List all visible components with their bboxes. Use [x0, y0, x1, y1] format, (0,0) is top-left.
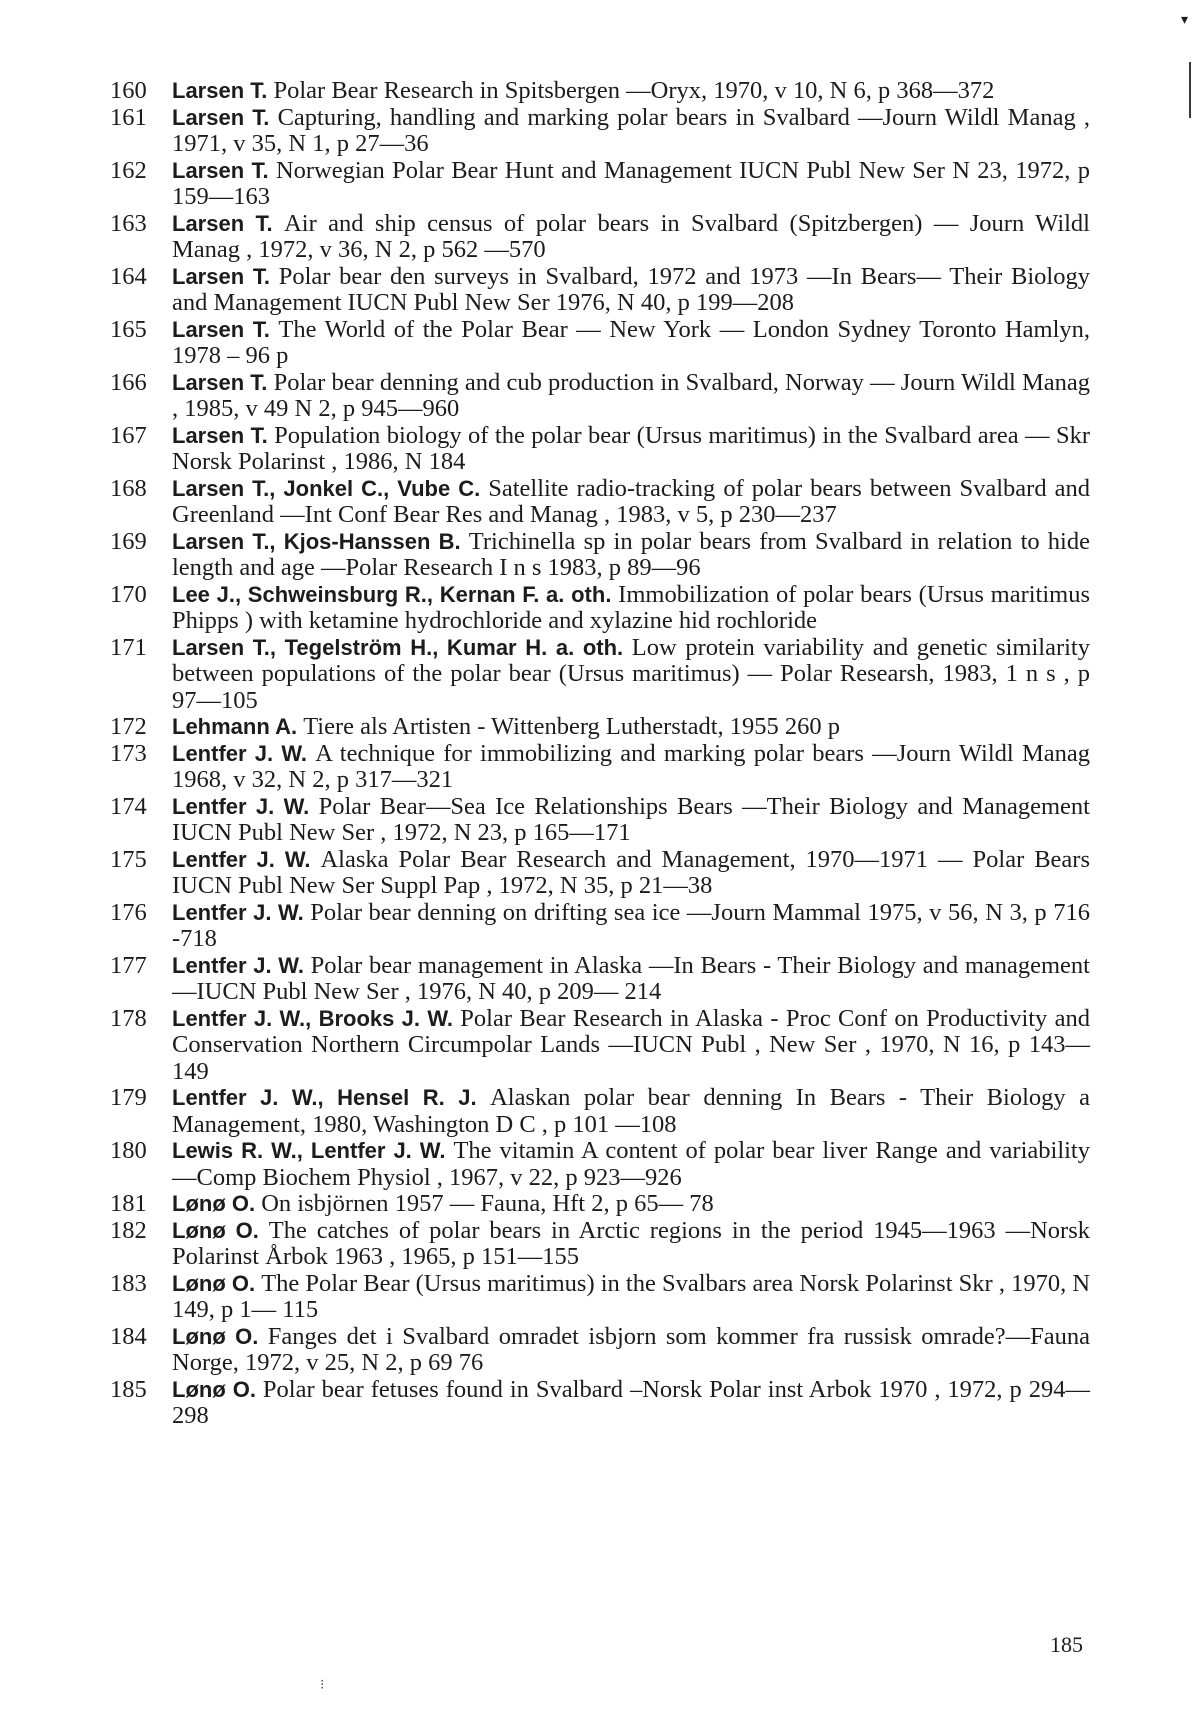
reference-number: 177: [110, 953, 160, 980]
reference-entry: [110, 900, 1090, 953]
reference-entry: [110, 847, 1090, 900]
reference-authors: Lentfer J. W.: [172, 741, 315, 766]
reference-text: The Polar Bear (Ursus maritimus) in the Svalbars area Norsk Polarinst Skr , 1970, N 149, p 1— 115: [172, 1270, 1090, 1324]
reference-entry: [110, 264, 1090, 317]
reference-entry: [110, 529, 1090, 582]
reference-entry: [110, 1085, 1090, 1138]
reference-text: Satellite radio-tracking of polar bears between Svalbard and Greenland —Int Conf Bear Res and Manag , 1983, v 5, p 230—237: [172, 475, 1090, 529]
reference-entry: [110, 78, 1090, 105]
reference-authors: Lehmann A.: [172, 714, 303, 739]
reference-authors: Larsen T., Kjos-Hanssen B.: [172, 529, 469, 554]
reference-authors: Larsen T.: [172, 370, 274, 395]
reference-text: Polar Bear—Sea Ice Relationships Bears —Their Biology and Management IUCN Publ New Ser , 1972, N 23, p 165—171: [172, 793, 1090, 847]
reference-text: The vitamin A content of polar bear liver Range and variability —Comp Biochem Physiol , 1967, v 22, p 923—926: [172, 1137, 1090, 1191]
reference-number: 165: [110, 317, 160, 344]
reference-entry: [110, 794, 1090, 847]
reference-number: 161: [110, 105, 160, 132]
reference-number: 162: [110, 158, 160, 185]
reference-entry: [110, 714, 1090, 741]
reference-number: 167: [110, 423, 160, 450]
reference-entry: [110, 317, 1090, 370]
reference-authors: Lentfer J. W.: [172, 900, 310, 925]
reference-text: Polar bear denning and cub production in Svalbard, Norway — Journ Wildl Manag , 1985, v 49 N 2, p 945—960: [172, 369, 1090, 423]
reference-number: 170: [110, 582, 160, 609]
reference-entry: [110, 741, 1090, 794]
reference-text: A technique for immobilizing and marking polar bears —Journ Wildl Manag 1968, v 32, N 2, p 317—321: [172, 740, 1090, 794]
reference-entry: [110, 1377, 1090, 1430]
page-number: 185: [1050, 1632, 1083, 1658]
reference-authors: Lønø O.: [172, 1377, 263, 1402]
reference-number: 164: [110, 264, 160, 291]
reference-authors: Lentfer J. W.: [172, 847, 320, 872]
reference-number: 183: [110, 1271, 160, 1298]
corner-mark: ▾: [1181, 12, 1188, 29]
reference-text: Polar Bear Research in Spitsbergen —Oryx, 1970, v 10, N 6, p 368—372: [273, 77, 994, 104]
reference-text: Polar bear fetuses found in Svalbard –Norsk Polar inst Arbok 1970 , 1972, p 294— 298: [172, 1376, 1090, 1430]
reference-authors: Larsen T., Jonkel C., Vube C.: [172, 476, 488, 501]
reference-authors: Larsen T.: [172, 105, 278, 130]
reference-entry: [110, 158, 1090, 211]
reference-number: 171: [110, 635, 160, 662]
reference-authors: Lentfer J. W., Brooks J. W.: [172, 1006, 460, 1031]
reference-text: Alaskan polar bear denning In Bears - Their Biology a Management, 1980, Washington D C , p 101 —108: [172, 1084, 1090, 1138]
reference-number: 184: [110, 1324, 160, 1351]
reference-text: Population biology of the polar bear (Ursus maritimus) in the Svalbard area — Skr Norsk Polarinst , 1986, N 184: [172, 422, 1090, 476]
reference-number: 175: [110, 847, 160, 874]
reference-entry: [110, 1191, 1090, 1218]
reference-entry: [110, 476, 1090, 529]
reference-authors: Larsen T., Tegelström H., Kumar H. a. oth.: [172, 635, 632, 660]
reference-text: Immobilization of polar bears (Ursus maritimus Phipps ) with ketamine hydrochloride and xylazine hid rochloride: [172, 581, 1090, 635]
reference-entry: [110, 105, 1090, 158]
reference-text: Capturing, handling and marking polar bears in Svalbard —Journ Wildl Manag , 1971, v 35, N 1, p 27—36: [172, 104, 1090, 158]
reference-text: Fanges det i Svalbard omradet isbjorn som kommer fra russisk omrade?—Fauna Norge, 1972, v 25, N 2, p 69 76: [172, 1323, 1090, 1377]
reference-authors: Larsen T.: [172, 211, 284, 236]
reference-number: 168: [110, 476, 160, 503]
reference-text: The catches of polar bears in Arctic regions in the period 1945—1963 —Norsk Polarinst Årbok 1963 , 1965, p 151—155: [172, 1217, 1090, 1271]
reference-authors: Lønø O.: [172, 1191, 261, 1216]
book-page: [0, 0, 1200, 1716]
reference-entry: [110, 582, 1090, 635]
reference-authors: Lønø O.: [172, 1324, 268, 1349]
reference-authors: Lentfer J. W.: [172, 953, 311, 978]
reference-authors: Larsen T.: [172, 264, 279, 289]
reference-authors: Lewis R. W., Lentfer J. W.: [172, 1138, 453, 1163]
reference-text: Trichinella sp in polar bears from Svalbard in relation to hide length and age —Polar Research I n s 1983, p 89—96: [172, 528, 1090, 582]
reference-authors: Lentfer J. W.: [172, 794, 319, 819]
reference-number: 176: [110, 900, 160, 927]
reference-text: Polar Bear Research in Alaska - Proc Conf on Productivity and Conservation Northern Circumpolar Lands —IUCN Publ , New Ser , 1970, N 16, p 143—149: [172, 1005, 1090, 1085]
reference-number: 163: [110, 211, 160, 238]
reference-text: Alaska Polar Bear Research and Management, 1970—1971 — Polar Bears IUCN Publ New Ser Suppl Pap , 1972, N 35, p 21—38: [172, 846, 1090, 900]
reference-authors: Larsen T.: [172, 158, 276, 183]
reference-text: Tiere als Artisten - Wittenberg Lutherstadt, 1955 260 p: [303, 713, 840, 740]
reference-number: 180: [110, 1138, 160, 1165]
reference-text: Polar bear den surveys in Svalbard, 1972 and 1973 —In Bears— Their Biology and Management IUCN Publ New Ser 1976, N 40, p 199—208: [172, 263, 1090, 317]
reference-number: 169: [110, 529, 160, 556]
reference-number: 182: [110, 1218, 160, 1245]
reference-authors: Larsen T.: [172, 78, 273, 103]
reference-number: 179: [110, 1085, 160, 1112]
reference-authors: Lentfer J. W., Hensel R. J.: [172, 1085, 490, 1110]
reference-list: [110, 78, 1090, 1430]
reference-entry: [110, 953, 1090, 1006]
reference-text: Low protein variability and genetic similarity between populations of the polar bear (Ursus maritimus) — Polar Researsh, 1983, 1 n s , p 97—105: [172, 634, 1090, 714]
reference-number: 160: [110, 78, 160, 105]
reference-entry: [110, 1324, 1090, 1377]
reference-text: Polar bear denning on drifting sea ice —Journ Mammal 1975, v 56, N 3, p 716 -718: [172, 899, 1090, 953]
reference-number: 181: [110, 1191, 160, 1218]
reference-entry: [110, 1218, 1090, 1271]
reference-number: 173: [110, 741, 160, 768]
reference-entry: [110, 1138, 1090, 1191]
reference-text: The World of the Polar Bear — New York — London Sydney Toronto Hamlyn, 1978 – 96 p: [172, 316, 1090, 370]
reference-entry: [110, 423, 1090, 476]
reference-number: 178: [110, 1006, 160, 1033]
reference-authors: Larsen T.: [172, 423, 274, 448]
reference-authors: Lønø O.: [172, 1218, 269, 1243]
reference-text: Air and ship census of polar bears in Svalbard (Spitzbergen) — Journ Wildl Manag , 1972, v 36, N 2, p 562 —570: [172, 210, 1090, 264]
reference-number: 174: [110, 794, 160, 821]
reference-entry: [110, 1271, 1090, 1324]
reference-entry: [110, 1006, 1090, 1086]
reference-authors: Lønø O.: [172, 1271, 261, 1296]
reference-authors: Lee J., Schweinsburg R., Kernan F. a. oth.: [172, 582, 618, 607]
reference-number: 185: [110, 1377, 160, 1404]
reference-authors: Larsen T.: [172, 317, 278, 342]
reference-entry: [110, 635, 1090, 715]
reference-text: Polar bear management in Alaska —In Bears - Their Biology and management —IUCN Publ New Ser , 1976, N 40, p 209— 214: [172, 952, 1090, 1006]
reference-entry: [110, 370, 1090, 423]
reference-entry: [110, 211, 1090, 264]
reference-number: 172: [110, 714, 160, 741]
stray-mark: ⁝: [320, 1677, 324, 1694]
margin-rule: [1189, 62, 1191, 118]
reference-text: On isbjörnen 1957 — Fauna, Hft 2, p 65— 78: [261, 1190, 714, 1217]
reference-text: Norwegian Polar Bear Hunt and Management IUCN Publ New Ser N 23, 1972, p 159—163: [172, 157, 1090, 211]
reference-number: 166: [110, 370, 160, 397]
